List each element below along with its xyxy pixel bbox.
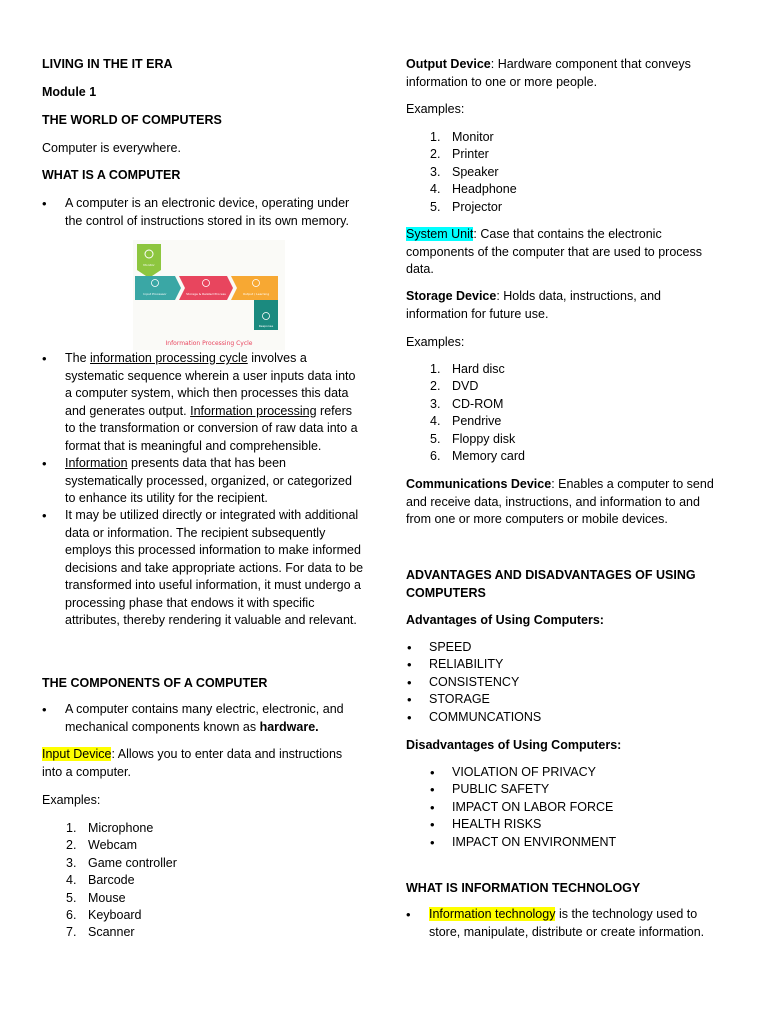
- examples-label: Examples:: [42, 793, 101, 807]
- list-item: 2. Printer: [452, 146, 517, 163]
- storage-device-definition: Storage Device: Holds data, instructions, and information for future use.: [406, 289, 662, 321]
- processing-cycle-diagram: [133, 240, 285, 350]
- storage-examples-list: [430, 361, 525, 465]
- svg-text:Monitor: Monitor: [143, 263, 155, 267]
- list-item: • IMPACT ON ENVIRONMENT: [430, 834, 617, 850]
- list-number: 4.: [430, 182, 441, 197]
- list-number: 3.: [66, 855, 77, 870]
- bullet-icon: •: [42, 351, 47, 366]
- everywhere-text: Computer is everywhere.: [42, 141, 181, 155]
- advantages-subheading: Advantages of Using Computers:: [406, 613, 604, 627]
- list-number: 4.: [66, 873, 77, 888]
- it-term: Information technology: [429, 907, 556, 921]
- list-item: • HEALTH RISKS: [430, 817, 542, 833]
- output-device-term: Output Device: [406, 57, 491, 71]
- list-number: 2.: [430, 147, 441, 162]
- examples-label: Examples:: [406, 102, 465, 116]
- list-number: 6.: [430, 449, 441, 464]
- input-examples-list: [66, 820, 177, 942]
- bullet-icon: •: [430, 799, 435, 815]
- list-number: 5.: [66, 890, 77, 905]
- list-item: • Information technology is the technology used to store, manipulate, distribute or create information.: [406, 907, 705, 939]
- it-heading: WHAT IS INFORMATION TECHNOLOGY: [406, 881, 641, 895]
- list-number: 3.: [430, 164, 441, 179]
- list-item: 1. Microphone: [88, 820, 177, 837]
- bullet-icon: •: [430, 817, 435, 833]
- list-number: 3.: [430, 396, 441, 411]
- list-item: • It may be utilized directly or integrated with additional data or information. The recipient subsequently employs this processed information to make informed decisions and take appropriate actions. For data to be transformed into useful information, it must undergo a processing phase that endows it with specific attributes, thereby rendering it valuable and relevant.: [42, 508, 364, 627]
- list-number: 7.: [66, 925, 77, 940]
- communications-device-definition: Communications Device: Enables a computer to send and receive data, instructions, and information to and from one or more computers or mobile devices.: [406, 477, 714, 526]
- what-is-heading: WHAT IS A COMPUTER: [42, 168, 181, 182]
- system-unit-definition: System Unit: Case that contains the electronic components of the computer that are used to process data.: [406, 227, 703, 276]
- list-item: 5. Mouse: [88, 890, 177, 907]
- list-item: 2. Webcam: [88, 837, 177, 854]
- list-number: 1.: [430, 130, 441, 144]
- list-item: 3. Speaker: [452, 164, 517, 181]
- list-item: 6. Keyboard: [88, 907, 177, 924]
- output-examples-list: [430, 129, 517, 216]
- list-item: 2. DVD: [452, 378, 525, 395]
- advantages-heading: ADVANTAGES AND DISADVANTAGES OF USING COMPUTERS: [406, 568, 696, 600]
- input-device-term: Input Device: [42, 747, 112, 761]
- list-number: 6.: [66, 908, 77, 923]
- storage-device-term: Storage Device: [406, 289, 497, 303]
- world-heading: THE WORLD OF COMPUTERS: [42, 113, 222, 127]
- processing-cycle-figure: [133, 240, 285, 350]
- list-item: 4. Barcode: [88, 872, 177, 889]
- bullet-icon: •: [407, 709, 412, 725]
- processing-cycle-term: information processing cycle: [90, 351, 248, 365]
- document-title: LIVING IN THE IT ERA: [42, 57, 173, 71]
- list-item: • A computer contains many electric, electronic, and mechanical components known as hardware.: [42, 702, 344, 734]
- module-label: Module 1: [42, 85, 97, 99]
- list-number: 5.: [430, 199, 441, 214]
- list-item: 1. Hard disc: [452, 361, 525, 378]
- svg-text:Response: Response: [258, 324, 274, 328]
- bullet-icon: •: [407, 640, 412, 655]
- svg-text:Storage & Related Process: Storage & Related Process: [186, 292, 226, 296]
- disadvantages-subheading: Disadvantages of Using Computers:: [406, 738, 622, 752]
- bullet-icon: •: [42, 508, 47, 523]
- list-item: • SPEED: [407, 640, 472, 655]
- list-item: • STORAGE: [407, 692, 490, 708]
- list-item: 4. Pendrive: [452, 413, 525, 430]
- list-item: • COMMUNCATIONS: [407, 709, 542, 725]
- bullet-icon: •: [42, 702, 47, 717]
- disadvantages-list: [430, 764, 617, 851]
- bullet-icon: •: [430, 765, 435, 780]
- list-item: 3. CD-ROM: [452, 396, 525, 413]
- output-device-definition: Output Device: Hardware component that conveys information to one or more people.: [406, 57, 691, 89]
- list-number: 1.: [430, 362, 441, 376]
- list-item: • VIOLATION OF PRIVACY: [430, 765, 597, 780]
- list-item: • RELIABILITY: [407, 657, 504, 673]
- bullet-icon: •: [407, 692, 412, 708]
- advantages-list: [407, 639, 542, 726]
- list-item: 5. Floppy disk: [452, 431, 525, 448]
- bullet-icon: •: [407, 674, 412, 690]
- list-item: • The information processing cycle involves a systematic sequence wherein a user inputs data into a computer system, which then processes this data and generates output. Information processing refers to the transformation or conversion of raw data into a format that is meaningful and comprehensible.: [42, 351, 358, 453]
- svg-text:Output / Learning: Output / Learning: [242, 292, 270, 296]
- figure-caption: Information Processing Cycle: [165, 340, 253, 347]
- components-heading: THE COMPONENTS OF A COMPUTER: [42, 676, 268, 690]
- list-number: 1.: [66, 821, 77, 835]
- bullet-icon: •: [42, 456, 47, 471]
- bullet-icon: •: [42, 196, 47, 211]
- list-number: 2.: [430, 379, 441, 394]
- list-item: • A computer is an electronic device, operating under the control of instructions stored in its own memory.: [42, 196, 350, 228]
- bullet-icon: •: [430, 834, 435, 850]
- list-item: • PUBLIC SAFETY: [430, 782, 550, 798]
- list-item: • Information presents data that has been systematically processed, organized, or categorized to enhance its utility for the recipient.: [42, 456, 352, 505]
- list-item: 3. Game controller: [88, 855, 177, 872]
- list-number: 5.: [430, 431, 441, 446]
- list-item: 6. Memory card: [452, 448, 525, 465]
- list-item: 7. Scanner: [88, 924, 177, 941]
- list-item: 1. Monitor: [452, 129, 517, 146]
- communications-device-term: Communications Device: [406, 477, 552, 491]
- list-item: • CONSISTENCY: [407, 674, 520, 690]
- system-unit-term: System Unit: [406, 227, 474, 241]
- svg-text:Input Processor: Input Processor: [143, 292, 167, 296]
- input-device-definition: Input Device: Allows you to enter data and instructions into a computer.: [42, 747, 343, 779]
- list-number: 4.: [430, 414, 441, 429]
- information-term: Information: [65, 456, 128, 470]
- information-processing-term: Information processing: [190, 403, 317, 418]
- list-item: 4. Headphone: [452, 181, 517, 198]
- bullet-icon: •: [406, 907, 411, 922]
- examples-label: Examples:: [406, 335, 465, 349]
- list-number: 2.: [66, 838, 77, 853]
- list-item: 5. Projector: [452, 199, 517, 216]
- bullet-icon: •: [430, 782, 435, 798]
- bullet-icon: •: [407, 657, 412, 673]
- list-item: • IMPACT ON LABOR FORCE: [430, 799, 614, 815]
